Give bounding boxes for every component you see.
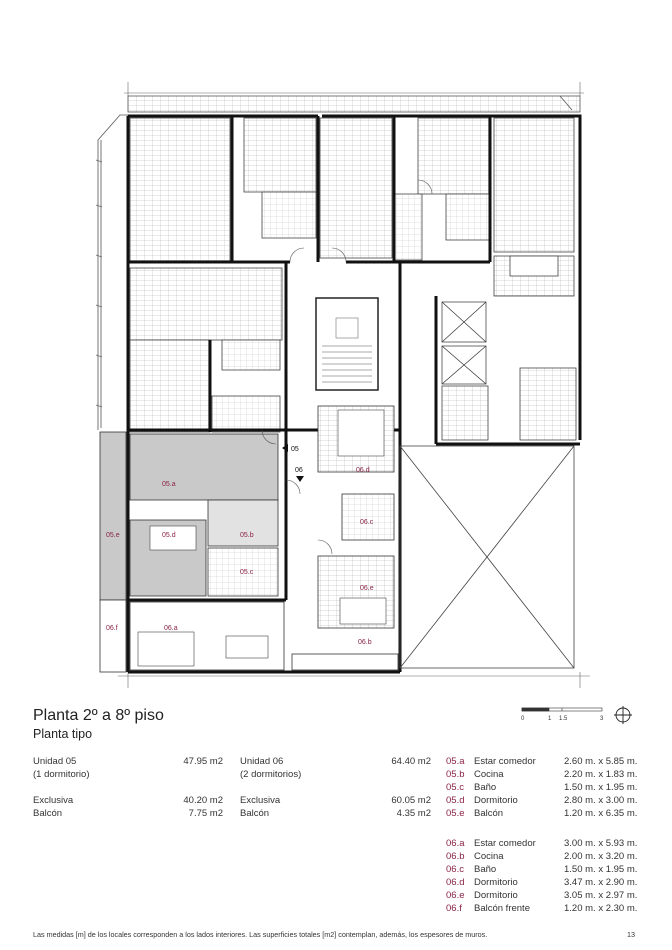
terrace-perimeter <box>98 115 128 430</box>
room-nw <box>130 118 230 262</box>
unit-05-name: Unidad 05 <box>33 756 77 767</box>
room-name: Baño <box>474 782 497 793</box>
room-name: Estar comedor <box>474 838 536 849</box>
label-entry-05: 05 <box>291 446 299 453</box>
bed-06e <box>340 598 386 624</box>
unit-06-name: Unidad 06 <box>240 756 284 767</box>
label-05e: 05.e <box>106 532 120 539</box>
bath-w <box>212 396 280 432</box>
room-code: 05.b <box>446 769 465 780</box>
unit-06-excl-label: Exclusiva <box>240 795 281 806</box>
room-e-2 <box>520 368 576 440</box>
bath-top-1 <box>262 192 316 238</box>
label-05c: 05.c <box>240 569 254 576</box>
kitchen-ne <box>394 194 422 260</box>
room-dims: 1.20 m. x 6.35 m. <box>564 808 638 819</box>
bed-06d <box>338 410 384 456</box>
unit-05-excl-label: Exclusiva <box>33 795 74 806</box>
room-code: 05.a <box>446 756 465 767</box>
balcony-06f <box>100 600 126 672</box>
room-w <box>130 268 282 340</box>
label-06f: 06.f <box>106 625 118 632</box>
room-code: 06.a <box>446 838 465 849</box>
kitchen-w <box>222 340 280 370</box>
list-item <box>446 863 640 876</box>
kitchen-06b <box>292 654 398 670</box>
label-06d: 06.d <box>356 467 370 474</box>
list-item <box>446 807 640 820</box>
footnote: Las medidas [m] de los locales corresponden a los lados interiores. Las superficies totales [m2] contemplan, además, los espesores de muros. <box>33 930 488 939</box>
list-item <box>446 837 640 850</box>
room-name: Dormitorio <box>474 877 518 888</box>
unit-06-desc: (2 dormitorios) <box>240 769 302 780</box>
room-name: Balcón frente <box>474 903 530 914</box>
room-name: Cocina <box>474 769 504 780</box>
scale-bar <box>518 704 608 726</box>
label-05d: 05.d <box>162 532 176 539</box>
list-item <box>446 902 640 915</box>
list-item <box>446 768 640 781</box>
room-06c-fill <box>342 494 394 540</box>
list-item <box>446 794 640 807</box>
scale-tick-1: 1 <box>548 716 552 722</box>
room-name: Baño <box>474 864 497 875</box>
unit-05-desc: (1 dormitorio) <box>33 769 90 780</box>
unit-06-summary <box>240 755 431 820</box>
unit-06-total: 64.40 m2 <box>391 756 431 767</box>
room-code: 06.e <box>446 890 465 901</box>
room-dims: 1.50 m. x 1.95 m. <box>564 864 638 875</box>
scale-tick-3: 3 <box>600 716 604 722</box>
unit-06-balc: 4.35 m2 <box>396 808 431 819</box>
balcony-05e <box>100 432 126 600</box>
page-title: Planta 2º a 8º piso <box>33 707 164 724</box>
label-05a: 05.a <box>162 481 176 488</box>
void-patio <box>400 446 574 668</box>
room-name: Estar comedor <box>474 756 536 767</box>
room-ne <box>418 118 490 194</box>
top-terrace <box>128 96 580 112</box>
room-dims: 2.20 m. x 1.83 m. <box>564 769 638 780</box>
label-06a: 06.a <box>164 625 178 632</box>
room-code: 06.d <box>446 877 465 888</box>
room-dims: 1.20 m. x 2.30 m. <box>564 903 638 914</box>
room-code: 05.e <box>446 808 465 819</box>
page-subtitle: Planta tipo <box>33 727 93 741</box>
room-nw-2 <box>244 118 316 192</box>
north-arrow-icon <box>612 704 634 726</box>
unit-05-excl: 40.20 m2 <box>183 795 223 806</box>
bath-top-2 <box>446 194 490 240</box>
label-06b: 06.b <box>358 639 372 646</box>
list-item <box>446 850 640 863</box>
room-w-2 <box>130 340 210 432</box>
entry-06-arrow <box>296 476 304 482</box>
room-code: 05.c <box>446 782 464 793</box>
room-code: 05.d <box>446 795 465 806</box>
room-name: Balcón <box>474 808 504 819</box>
room-dims: 3.00 m. x 5.93 m. <box>564 838 638 849</box>
unit-05-total: 47.95 m2 <box>183 756 223 767</box>
label-06c: 06.c <box>360 519 374 526</box>
room-code: 06.c <box>446 864 464 875</box>
room-dims: 2.80 m. x 3.00 m. <box>564 795 638 806</box>
room-e-3 <box>442 386 488 440</box>
rooms-06-list <box>446 837 640 915</box>
unit-06-excl: 60.05 m2 <box>391 795 431 806</box>
room-name: Dormitorio <box>474 890 518 901</box>
room-name: Cocina <box>474 851 504 862</box>
unit-05-summary <box>33 755 223 820</box>
dining-table <box>226 636 268 658</box>
sofa <box>138 632 194 666</box>
room-name: Dormitorio <box>474 795 518 806</box>
label-06e: 06.e <box>360 585 374 592</box>
room-n-mid <box>320 118 392 258</box>
room-05a-fill <box>130 434 278 500</box>
room-dims: 2.00 m. x 3.20 m. <box>564 851 638 862</box>
room-dims: 3.47 m. x 2.90 m. <box>564 877 638 888</box>
list-item <box>446 889 640 902</box>
kitchen-e <box>510 256 558 276</box>
list-item <box>446 876 640 889</box>
list-item <box>446 781 640 794</box>
scale-tick-0: 0 <box>521 716 525 722</box>
scale-tick-1-5: 1.5 <box>559 716 568 722</box>
room-code: 06.f <box>446 903 462 914</box>
room-dims: 3.05 m. x 2.97 m. <box>564 890 638 901</box>
rooms-05-list <box>446 755 640 820</box>
unit-05-balc-label: Balcón <box>33 808 63 819</box>
label-05b: 05.b <box>240 532 254 539</box>
unit-05-balc: 7.75 m2 <box>188 808 223 819</box>
room-dims: 1.50 m. x 1.95 m. <box>564 782 638 793</box>
page-number: 13 <box>627 930 635 939</box>
room-05b-fill <box>208 500 278 546</box>
room-dims: 2.60 m. x 5.85 m. <box>564 756 638 767</box>
elevators <box>442 302 486 384</box>
room-ne-2 <box>494 118 574 252</box>
list-item <box>446 755 640 768</box>
unit-06-balc-label: Balcón <box>240 808 270 819</box>
label-entry-06: 06 <box>295 467 303 474</box>
room-code: 06.b <box>446 851 465 862</box>
